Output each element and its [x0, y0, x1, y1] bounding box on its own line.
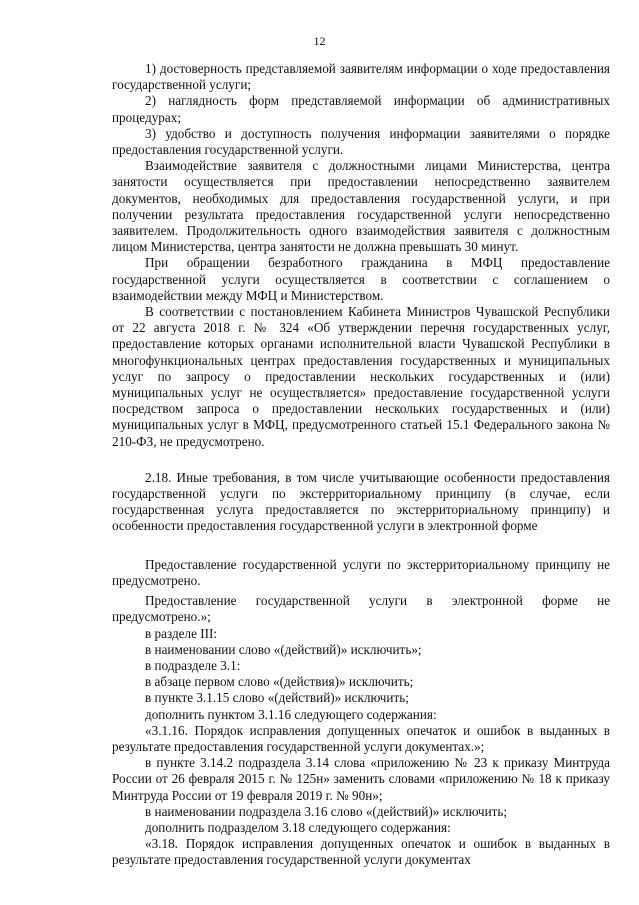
paragraph: Предоставление государственной услуги в электронной форме не предусмотрено.»;: [112, 593, 610, 625]
page-number: 12: [313, 34, 326, 48]
paragraph: дополнить подразделом 3.18 следующего содержания:: [145, 819, 451, 835]
paragraph: дополнить пунктом 3.1.16 следующего содержания:: [145, 706, 437, 722]
paragraph: в пункте 3.14.2 подраздела 3.14 слова «приложению № 23 к приказу Минтруда России от 26 февраля 2015 г. № 125н» заменить словами «приложению № 18 к приказу Минтруда России от 19 февраля 2019 г. № 90н»;: [112, 755, 610, 803]
paragraph: Взаимодействие заявителя с должностными лицами Министерства, центра занятости осуществляется при предоставлении непосредственно заявителем документов, необходимых для предоставления государственной услуги, и при получении результата предоставления государственной услуги непосредственно заявителем. Продолжительность одного взаимодействия заявителя с должностным лицом Министерства, центра занятости не должна превышать 30 минут.: [112, 158, 610, 255]
paragraph: При обращении безработного гражданина в МФЦ предоставление государственной услуги осуществляется в соответствии с соглашением о взаимодействии между МФЦ и Министерством.: [112, 255, 610, 303]
paragraph: в наименовании слово «(действий)» исключить»;: [145, 641, 422, 657]
paragraph: 1) достоверность представляемой заявителям информации о ходе предоставления государственной услуги;: [112, 61, 610, 93]
paragraph: В соответствии с постановлением Кабинета Министров Чувашской Республики от 22 августа 2018 г. № 324 «Об утверждении перечня государственных услуг, предоставление которых органами исполнительной власти Чувашской Республики в многофункциональных центрах предоставления государственных и муниципальных услуг по запросу о предоставлении нескольких государственных и (или) муниципальных услуг не осуществляется» предоставление государственной услуги посредством запроса о предоставлении нескольких государственных и (или) муниципальных услуг в МФЦ, предусмотренного статьей 15.1 Федерального закона № 210-ФЗ, не предусмотрено.: [112, 304, 610, 449]
section-heading: 2.18. Иные требования, в том числе учитывающие особенности предоставления государственной услуги по экстерриториальному принципу (в случае, если государственная услуга предоставляется по экстерриториальному принципу) и особенности предоставления государственной услуги в электронной форме: [112, 469, 610, 534]
paragraph: «3.18. Порядок исправления допущенных опечаток и ошибок в выданных в результате предоставления государственной услуги документах: [112, 836, 610, 868]
paragraph: «3.1.16. Порядок исправления допущенных опечаток и ошибок в выданных в результате предоставления государственной услуги документах.»;: [112, 722, 610, 754]
paragraph: в абзаце первом слово «(действия)» исключить;: [145, 674, 414, 690]
document-body: [112, 61, 610, 869]
paragraph: в подразделе 3.1:: [145, 657, 241, 673]
paragraph: Предоставление государственной услуги по экстерриториальному принципу не предусмотрено.: [112, 556, 610, 588]
paragraph: 3) удобство и доступность получения информации заявителями о порядке предоставления государственной услуги.: [112, 125, 610, 158]
paragraph: 2) наглядность форм представляемой информации об административных процедурах;: [112, 93, 610, 125]
paragraph: в наименовании подраздела 3.16 слово «(действий)» исключить;: [145, 803, 508, 819]
paragraph: в разделе III:: [145, 625, 218, 641]
paragraph: в пункте 3.1.15 слово «(действий)» исключить;: [145, 690, 409, 706]
